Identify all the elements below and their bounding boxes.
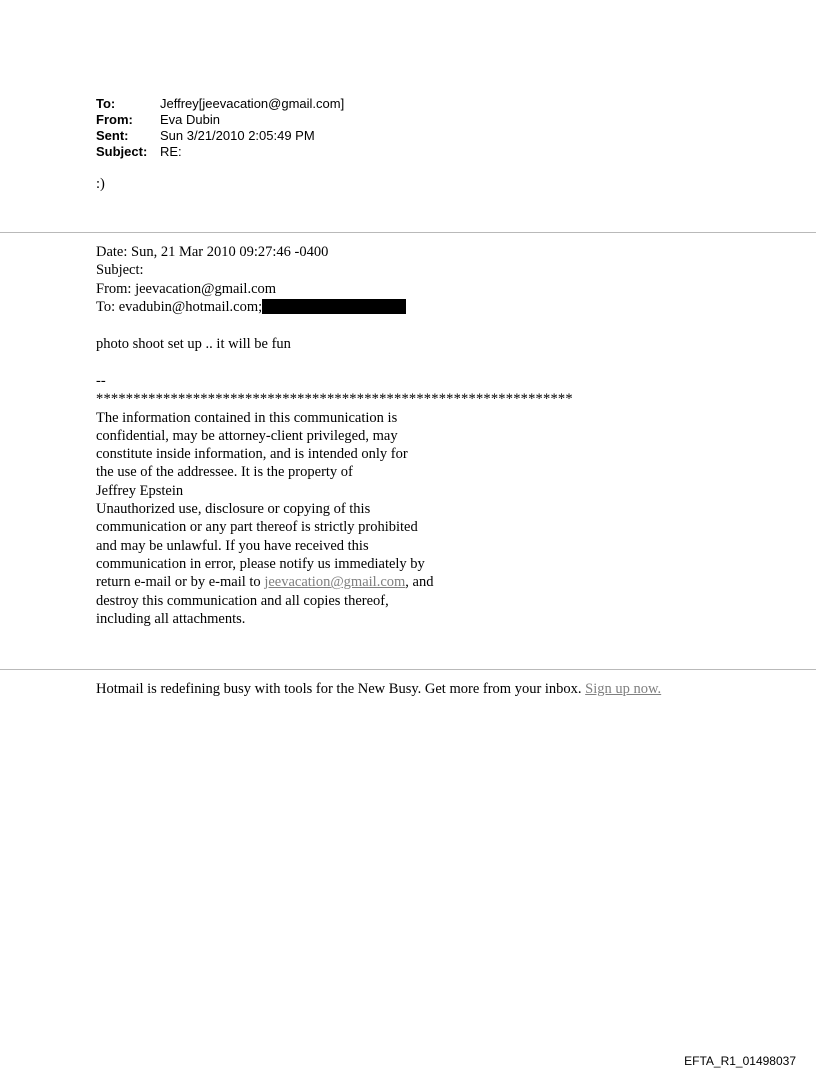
header-from-row	[96, 112, 344, 128]
disclaimer-line: Unauthorized use, disclosure or copying of this	[96, 501, 371, 518]
quoted-to: To: evadubin@hotmail.com;	[96, 298, 263, 315]
header-to-row	[96, 96, 344, 112]
disclaimer-line: communication or any part thereof is strictly prohibited	[96, 519, 418, 536]
email-header	[96, 96, 344, 160]
sent-label: Sent:	[96, 128, 129, 143]
sign-up-link[interactable]: Sign up now.	[585, 681, 662, 697]
quoted-from: From: jeevacation@gmail.com	[96, 280, 277, 297]
disclaimer-line: constitute inside information, and is intended only for	[96, 446, 408, 463]
to-value: Jeffrey[jeevacation@gmail.com]	[160, 96, 345, 111]
disclaimer-line: the use of the addressee. It is the property of	[96, 464, 353, 481]
divider-bottom	[0, 669, 816, 670]
document-id: EFTA_R1_01498037	[684, 1054, 796, 1068]
ad-text: Hotmail is redefining busy with tools for the New Busy. Get more from your inbox.	[96, 681, 586, 697]
from-label: From:	[96, 112, 133, 127]
return-prefix: return e-mail or by e-mail to	[96, 574, 265, 591]
divider-top	[0, 232, 816, 233]
hotmail-ad	[96, 681, 661, 698]
disclaimer-line: including all attachments.	[96, 610, 246, 627]
disclaimer-line: Jeffrey Epstein	[96, 482, 184, 499]
disclaimer-line: communication in error, please notify us immediately by	[96, 555, 425, 572]
subject-label: Subject:	[96, 144, 148, 159]
quoted-date: Date: Sun, 21 Mar 2010 09:27:46 -0400	[96, 244, 329, 260]
return-suffix: , and	[405, 574, 434, 591]
to-label: To:	[96, 96, 116, 111]
disclaimer-line: and may be unlawful. If you have received this	[96, 537, 369, 554]
quoted-subject: Subject:	[96, 262, 144, 279]
sent-value: Sun 3/21/2010 2:05:49 PM	[160, 128, 315, 143]
header-sent-row	[96, 128, 344, 144]
disclaimer-line: destroy this communication and all copies thereof,	[96, 592, 389, 609]
from-value: Eva Dubin	[160, 112, 220, 127]
header-subject-row	[96, 144, 344, 160]
quoted-header	[96, 243, 406, 316]
quoted-message: photo shoot set up .. it will be fun	[96, 336, 291, 352]
redaction-bar	[262, 299, 406, 314]
subject-value: RE:	[160, 144, 182, 159]
reply-body: :)	[96, 176, 105, 192]
disclaimer-line: confidential, may be attorney-client privileged, may	[96, 427, 398, 444]
disclaimer-return-line	[96, 573, 573, 591]
disclaimer-line: The information contained in this communication is	[96, 409, 398, 426]
signature-stars: ****************************************************************	[96, 391, 573, 408]
email-link[interactable]: jeevacation@gmail.com	[264, 574, 406, 591]
signature-dashes: --	[96, 373, 106, 389]
signature-block	[96, 372, 573, 628]
quoted-to-row	[96, 298, 406, 316]
